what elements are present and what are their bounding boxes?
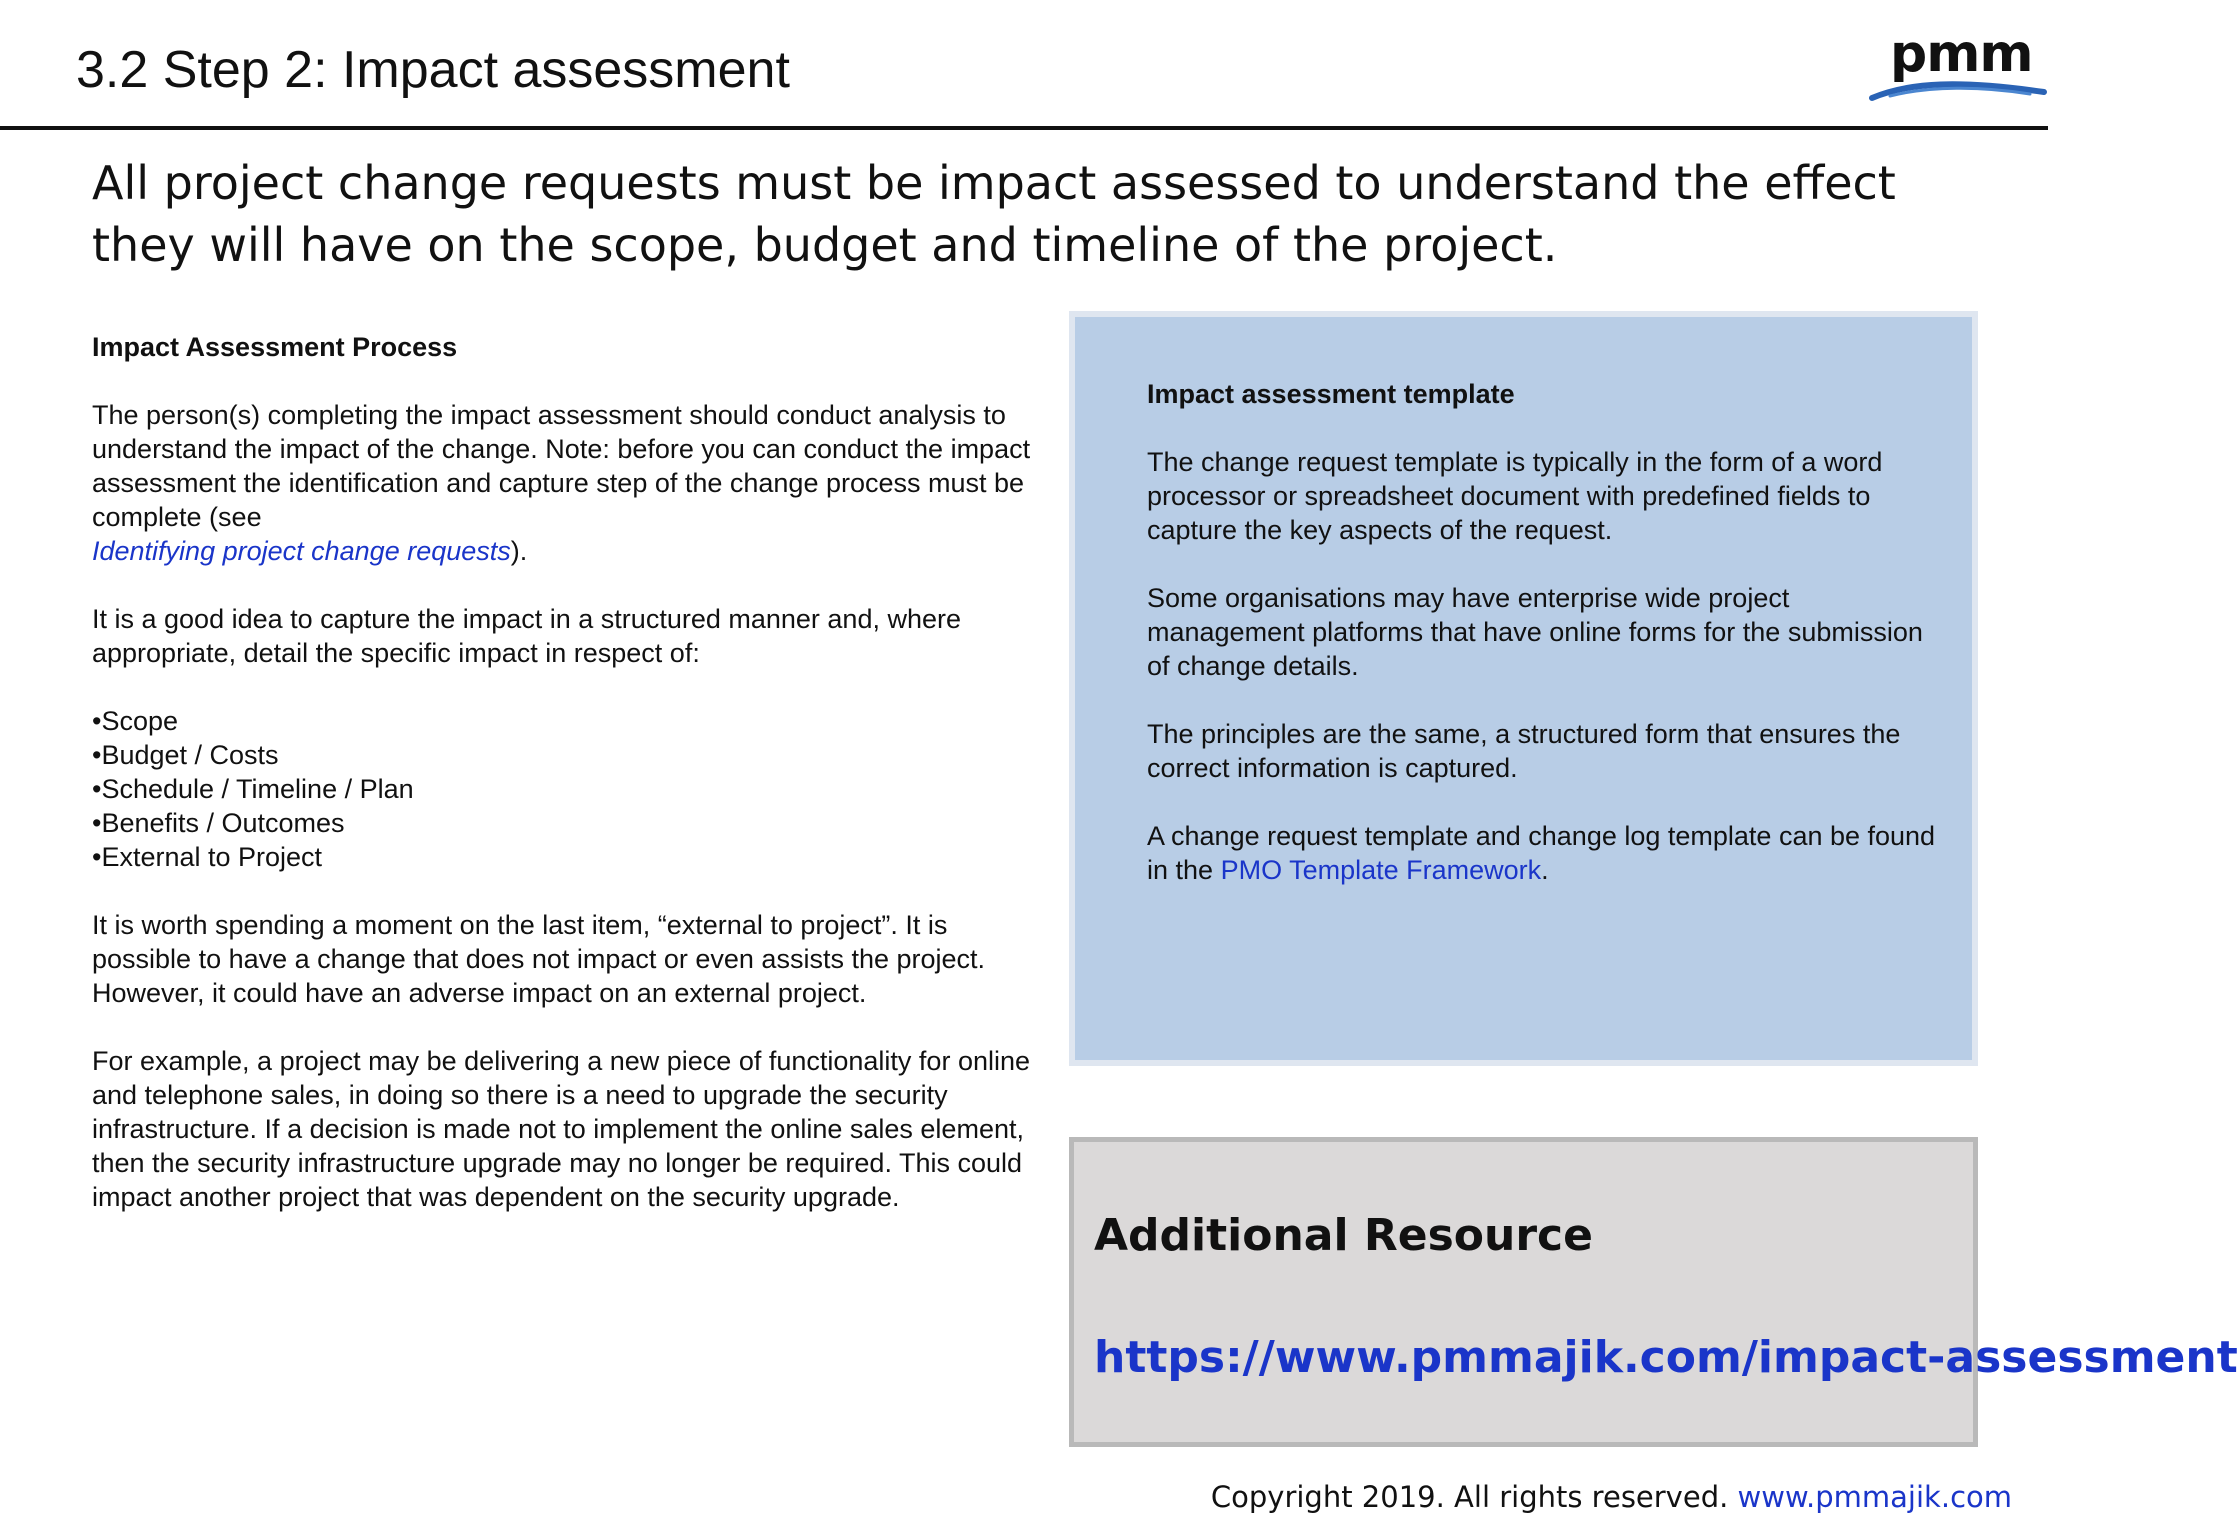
process-paragraph-text: The person(s) completing the impact assessment should conduct analysis to understand the impact of the change. Note: before you can conduct the impact assessment the identification and capture step of the change process must be complete (see <box>92 400 1031 532</box>
impact-bullet-list <box>92 704 1032 874</box>
section-heading: Impact Assessment Process <box>92 332 458 362</box>
external-paragraph: It is worth spending a moment on the last item, “external to project”. It is possible to have a change that does not impact or even assists the project. However, it could have an adverse impact on an external project. <box>92 910 986 1008</box>
template-heading: Impact assessment template <box>1147 379 1515 409</box>
list-item: •Benefits / Outcomes <box>92 808 345 838</box>
template-paragraph-4-text: A change request template and change log template can be found in the <box>1147 821 1936 885</box>
template-paragraph-4-end: . <box>1541 855 1549 885</box>
pmo-template-framework-link[interactable]: PMO Template Framework <box>1220 855 1542 885</box>
additional-resource-box <box>1069 1137 2238 1447</box>
template-paragraph-1: The change request template is typically in the form of a word processor or spreadsheet document with predefined fields to capture the key aspects of the request. <box>1147 447 1883 545</box>
list-item: •Schedule / Timeline / Plan <box>92 774 414 804</box>
footer <box>1211 1480 2012 1514</box>
list-item: •Scope <box>92 706 179 736</box>
impact-process-section <box>92 330 1032 1248</box>
resource-url-link[interactable]: https://www.pmmajik.com/impact-assessment <box>1094 1332 2238 1383</box>
template-paragraph-3: The principles are the same, a structured form that ensures the correct information is captured. <box>1147 719 1901 783</box>
list-item: •External to Project <box>92 842 323 872</box>
process-paragraph-end: ). <box>510 536 528 566</box>
template-info-box <box>1069 311 1978 1066</box>
logo-text: pmm <box>1890 24 2033 84</box>
identifying-requests-link[interactable]: Identifying project change requests <box>92 536 511 566</box>
resource-heading: Additional Resource <box>1094 1210 1593 1261</box>
pmm-logo <box>1870 24 2046 106</box>
example-paragraph: For example, a project may be delivering a new piece of functionality for online and telephone sales, in doing so there is a need to upgrade the security infrastructure. If a decision is made not to implement the online sales element, then the security infrastructure upgrade may no longer be required. This could impact another project that was dependent on the security upgrade. <box>92 1046 1030 1212</box>
page-title: 3.2 Step 2: Impact assessment <box>76 41 790 99</box>
footer-website-link[interactable]: www.pmmajik.com <box>1737 1480 2012 1514</box>
list-item: •Budget / Costs <box>92 740 279 770</box>
wave-icon <box>1870 74 2046 106</box>
copyright-text: Copyright 2019. All rights reserved. <box>1210 1480 1738 1514</box>
process-paragraph <box>92 398 1032 568</box>
template-paragraph-4 <box>1147 819 1937 887</box>
template-paragraph-2: Some organisations may have enterprise wide project management platforms that have online forms for the submission of change details. <box>1147 583 1923 681</box>
header-rule <box>0 126 2048 130</box>
structured-paragraph: It is a good idea to capture the impact in a structured manner and, where appropriate, detail the specific impact in respect of: <box>92 604 961 668</box>
template-info-content <box>1147 377 1937 921</box>
page-subtitle: All project change requests must be impact assessed to understand the effect they will have on the scope, budget and timeline of the project. <box>92 156 1896 272</box>
